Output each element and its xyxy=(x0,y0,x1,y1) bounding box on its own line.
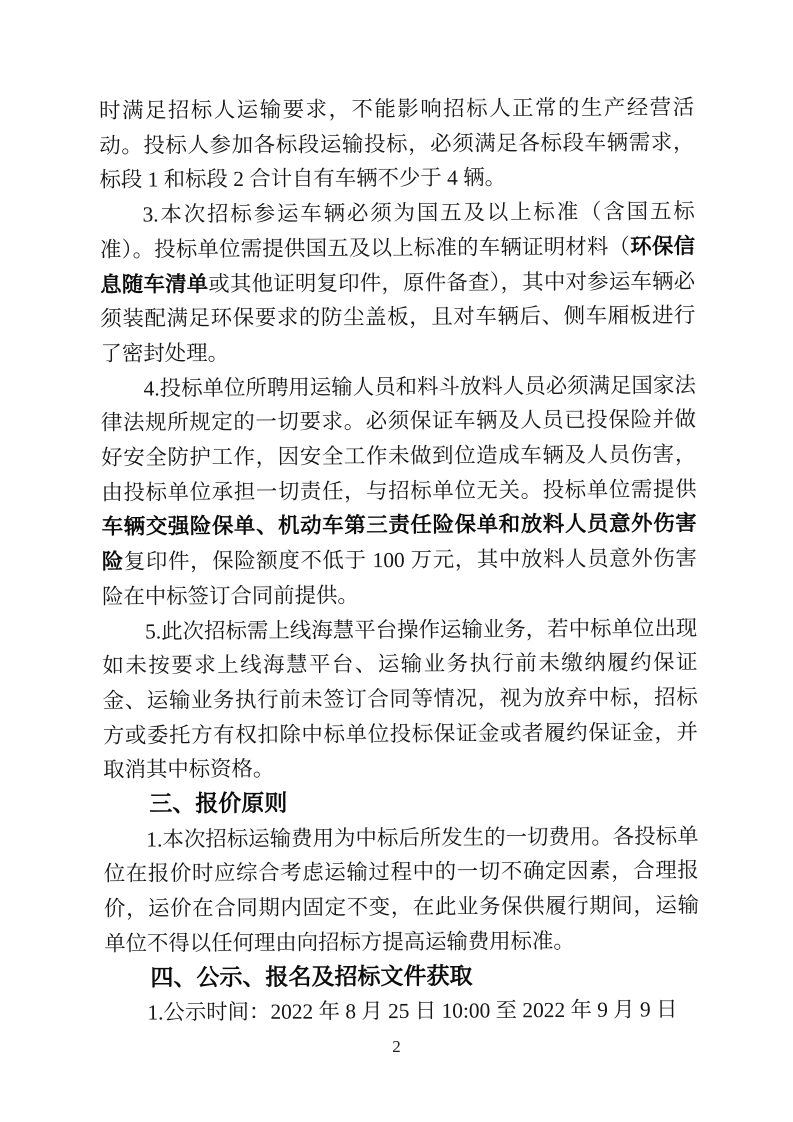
paragraph xyxy=(103,819,699,961)
bold-text-run: 四、公示、报名及招标文件获取 xyxy=(150,963,473,991)
paragraph xyxy=(99,90,695,198)
text-run: 时满足招标人运输要求，不能影响招标人正常的生产经营活动。投标人参加各标段运输投标，必须满足各标段车辆需求，标段 1 和标段 2 合计自有车辆不少于 4 辆。 xyxy=(99,95,695,193)
text-run: 3.本次招标参运车辆必须为国五及以上标准（含国五标准）。投标单位需提供国五及以上标准的车辆证明材料（ xyxy=(99,199,695,262)
paragraph xyxy=(100,194,696,371)
bold-text-run: 车辆交强险保单、机动车第三责任险保单和放料人员意外伤害险 xyxy=(101,511,697,574)
text-run: 1.公示时间：2022 年 8 月 25 日 10:00 至 2022 年 9 月 9 日 xyxy=(147,997,678,1025)
paragraph xyxy=(102,611,698,788)
text-run: 1.本次招标运输费用为中标后所发生的一切费用。各投标单位在报价时应综合考虑运输过程中的一切不确定因素，合理报价，运价在合同期内固定不变，在此业务保供履行期间，运输单位不得以任何理由向招标方提高运输费用标准。 xyxy=(103,823,700,956)
text-run: 复印件，保险额度不低于 100 万元，其中放料人员意外伤害险在中标签订合同前提供。 xyxy=(102,546,697,609)
text-run: 或其他证明复印件，原件备查），其中对参运车辆必须装配满足环保要求的防尘盖板，且对车辆后、侧车厢板进行了密封处理。 xyxy=(100,268,696,366)
document-body xyxy=(99,90,700,1031)
section-heading xyxy=(104,958,699,996)
text-run: 5.此次招标需上线海慧平台操作运输业务，若中标单位出现如未按要求上线海慧平台、运输业务执行前未缴纳履约保证金、运输业务执行前未签订合同等情况，视为放弃中标，招标方或委托方有权扣除中标单位投标保证金或者履约保证金，并取消其中标资格。 xyxy=(102,615,698,783)
text-run: 4.投标单位所聘用运输人员和料斗放料人员必须满足国家法律法规所规定的一切要求。必须保证车辆及人员已投保险并做好安全防护工作，因安全工作未做到位造成车辆及人员伤害，由投标单位承担一切责任，与招标单位无关。投标单位需提供 xyxy=(100,372,697,505)
paragraph xyxy=(101,368,697,615)
bold-text-run: 环保信息随车清单 xyxy=(100,233,696,297)
section-heading xyxy=(103,784,698,822)
paragraph xyxy=(105,992,700,1030)
bold-text-run: 三、报价原则 xyxy=(149,790,288,817)
page-number: 2 xyxy=(392,1037,401,1056)
